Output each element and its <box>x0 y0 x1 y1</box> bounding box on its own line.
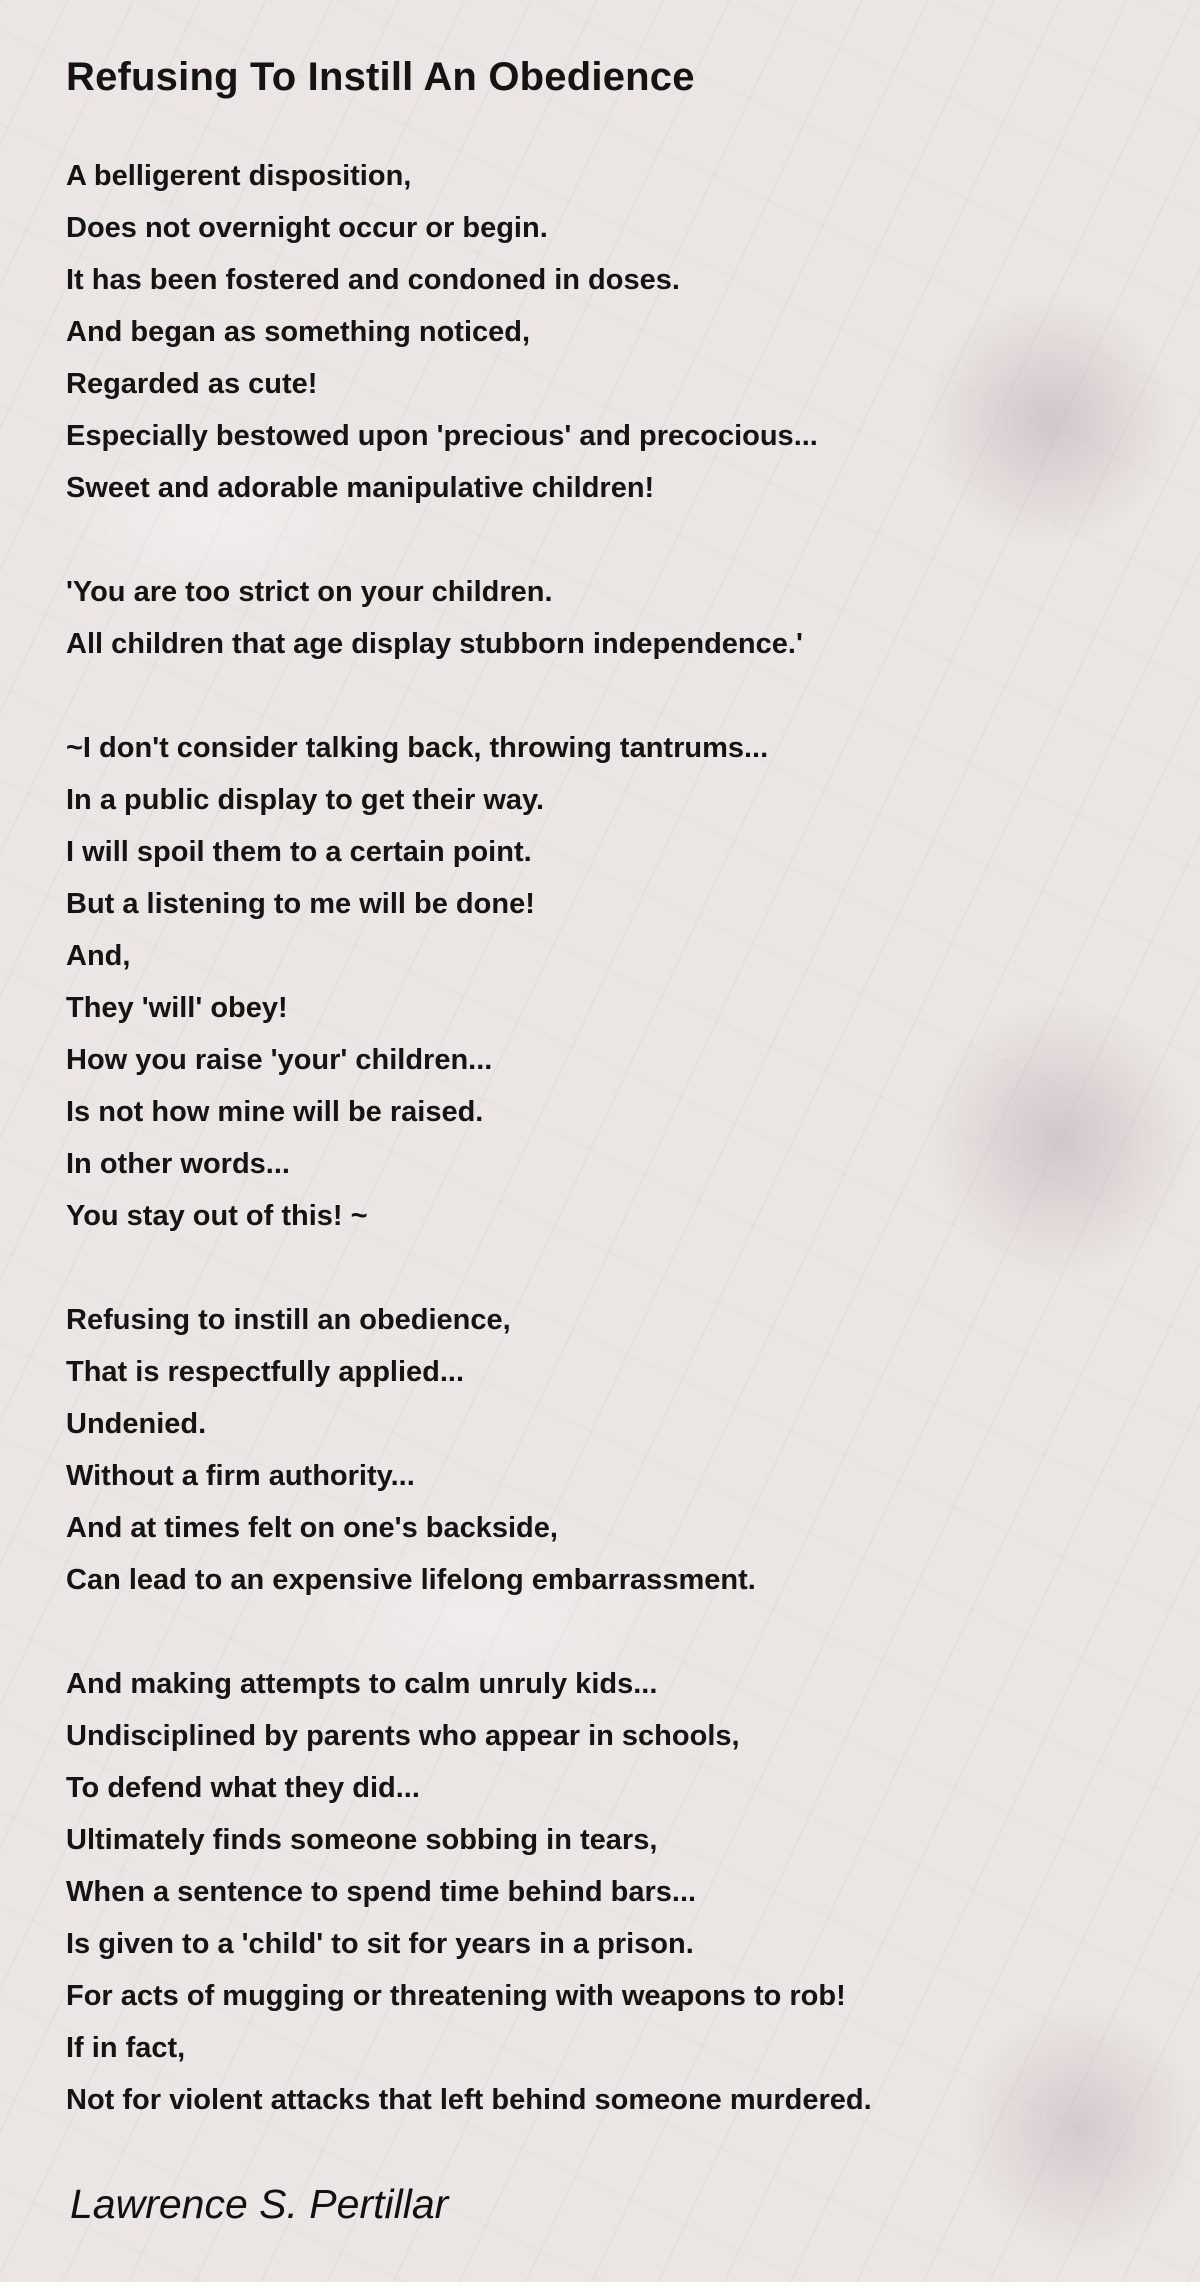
poem-line: But a listening to me will be done! <box>66 888 535 920</box>
poem-line: Does not overnight occur or begin. <box>66 212 548 244</box>
poem-line: Is given to a 'child' to sit for years in a prison. <box>66 1928 694 1960</box>
poem-line: That is respectfully applied... <box>66 1356 465 1388</box>
poem-line: All children that age display stubborn independence.' <box>66 628 803 660</box>
poem-line: To defend what they did... <box>66 1772 420 1804</box>
poem-line: Regarded as cute! <box>66 368 318 400</box>
poem-line: Ultimately finds someone sobbing in tears, <box>66 1824 658 1856</box>
poem-stanza <box>66 1294 1134 1606</box>
poem-line: And began as something noticed, <box>66 316 531 348</box>
poem-line: And making attempts to calm unruly kids... <box>66 1668 658 1700</box>
poem-author: Lawrence S. Pertillar <box>70 2181 449 2227</box>
poem-line: ~I don't consider talking back, throwing tantrums... <box>66 732 769 764</box>
poem-line: Sweet and adorable manipulative children! <box>66 472 655 504</box>
poem-stanza <box>66 722 1134 1242</box>
poem-line: You stay out of this! ~ <box>66 1200 368 1232</box>
poem-line: Is not how mine will be raised. <box>66 1096 484 1128</box>
poem-title: Refusing To Instill An Obedience <box>66 55 695 99</box>
poem-line: In a public display to get their way. <box>66 784 545 816</box>
poem-line: Undisciplined by parents who appear in schools, <box>66 1720 740 1752</box>
poem-stanza <box>66 1658 1134 2126</box>
poem-line: A belligerent disposition, <box>66 160 412 192</box>
poem-line: In other words... <box>66 1148 290 1180</box>
poem-line: And at times felt on one's backside, <box>66 1512 558 1544</box>
poem-line: When a sentence to spend time behind bars... <box>66 1876 697 1908</box>
poem-line: Undenied. <box>66 1408 207 1440</box>
poem-body <box>66 150 1134 2126</box>
poem-line: Not for violent attacks that left behind someone murdered. <box>66 2084 872 2116</box>
poem-line: For acts of mugging or threatening with weapons to rob! <box>66 1980 846 2012</box>
poem-line: How you raise 'your' children... <box>66 1044 493 1076</box>
poem-line: 'You are too strict on your children. <box>66 576 553 608</box>
poem-line: I will spoil them to a certain point. <box>66 836 532 868</box>
poem-line: It has been fostered and condoned in doses. <box>66 264 680 296</box>
poem-stanza <box>66 566 1134 670</box>
poem-line: Can lead to an expensive lifelong embarrassment. <box>66 1564 756 1596</box>
poem-line: Refusing to instill an obedience, <box>66 1304 511 1336</box>
poem-line: They 'will' obey! <box>66 992 288 1024</box>
poem-line: And, <box>66 940 131 972</box>
poem-line: Especially bestowed upon 'precious' and precocious... <box>66 420 818 452</box>
poem-line: Without a firm authority... <box>66 1460 415 1492</box>
poem-line: If in fact, <box>66 2032 186 2064</box>
poem-stanza <box>66 150 1134 514</box>
